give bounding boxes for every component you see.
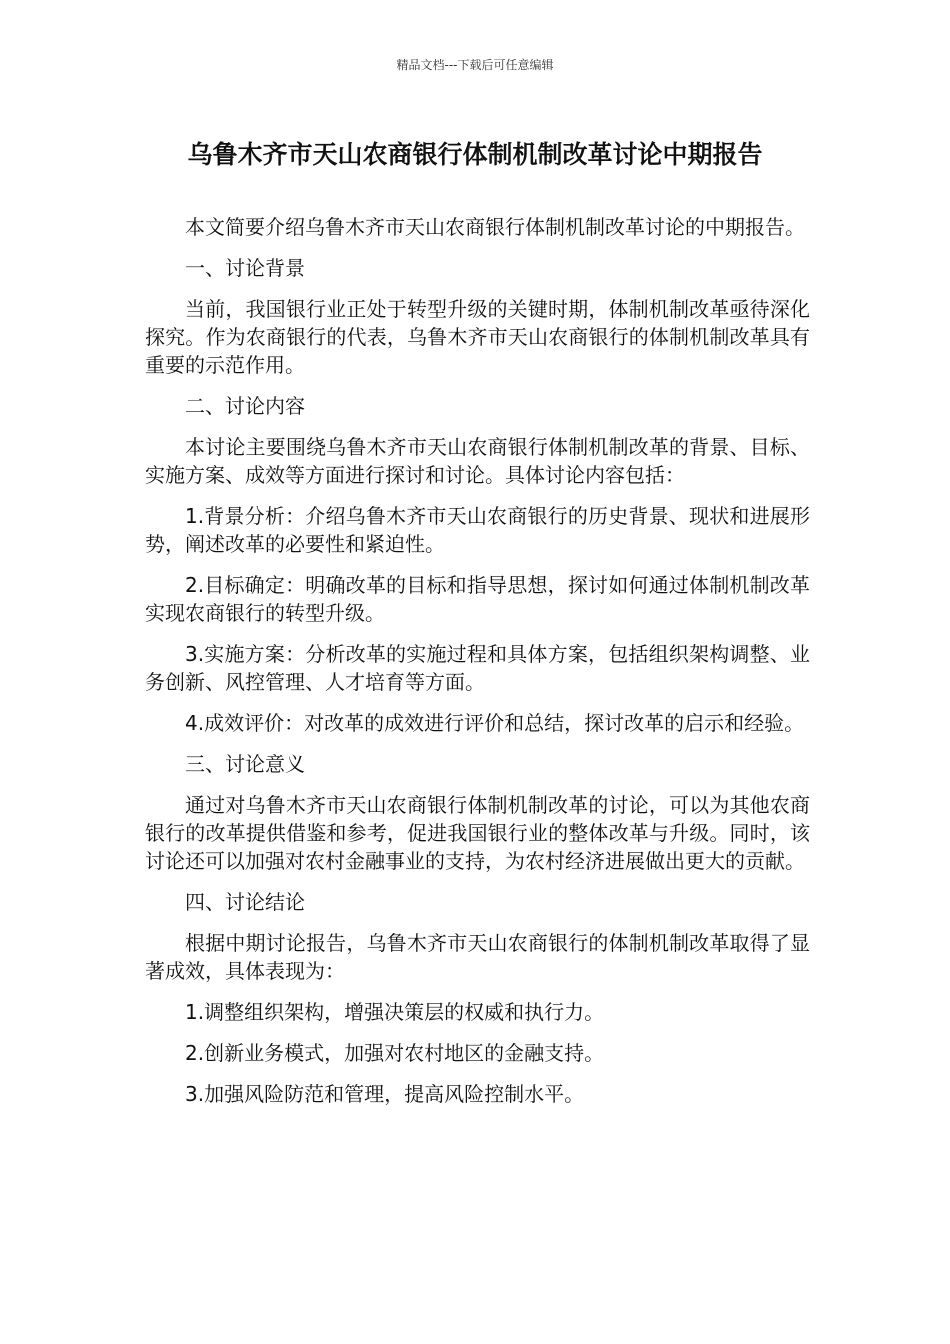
content-item-3: 3.实施方案：分析改革的实施过程和具体方案，包括组织架构调整、业务创新、风控管理、人才培育等方面。 [145, 642, 810, 694]
significance-paragraph: 通过对乌鲁木齐市天山农商银行体制机制改革的讨论，可以为其他农商银行的改革提供借鉴和参考，促进我国银行业的整体改革与升级。同时，该讨论还可以加强对农村金融事业的支持，为农村经济进展做出更大的贡献。 [145, 793, 810, 873]
conclusion-item-2: 2.创新业务模式，加强对农村地区的金融支持。 [185, 1041, 605, 1065]
content-item-1: 1.背景分析：介绍乌鲁木齐市天山农商银行的历史背景、现状和进展形势，阐述改革的必要性和紧迫性。 [145, 504, 810, 556]
background-paragraph: 当前，我国银行业正处于转型升级的关键时期，体制机制改革亟待深化探究。作为农商银行的代表，乌鲁木齐市天山农商银行的体制机制改革具有重要的示范作用。 [145, 297, 810, 377]
section-heading-conclusion: 四、讨论结论 [185, 890, 305, 914]
section-heading-content: 二、讨论内容 [185, 394, 305, 418]
conclusion-item-1: 1.调整组织架构，增强决策层的权威和执行力。 [185, 1000, 605, 1024]
conclusion-paragraph: 根据中期讨论报告，乌鲁木齐市天山农商银行的体制机制改革取得了显著成效，具体表现为： [145, 931, 810, 983]
document-title: 乌鲁木齐市天山农商银行体制机制改革讨论中期报告 [187, 140, 763, 169]
header-note: 精品文档---下载后可任意编辑 [396, 58, 554, 72]
section-heading-background: 一、讨论背景 [185, 256, 305, 280]
section-heading-significance: 三、讨论意义 [185, 752, 305, 776]
content-item-4: 4.成效评价：对改革的成效进行评价和总结，探讨改革的启示和经验。 [185, 711, 805, 735]
content-paragraph: 本讨论主要围绕乌鲁木齐市天山农商银行体制机制改革的背景、目标、实施方案、成效等方面进行探讨和讨论。具体讨论内容包括： [145, 435, 810, 487]
intro-paragraph: 本文简要介绍乌鲁木齐市天山农商银行体制机制改革讨论的中期报告。 [185, 215, 805, 239]
content-item-2: 2.目标确定：明确改革的目标和指导思想，探讨如何通过体制机制改革实现农商银行的转型升级。 [145, 573, 810, 625]
conclusion-item-3: 3.加强风险防范和管理，提高风险控制水平。 [185, 1082, 585, 1106]
document-body [145, 213, 810, 1121]
